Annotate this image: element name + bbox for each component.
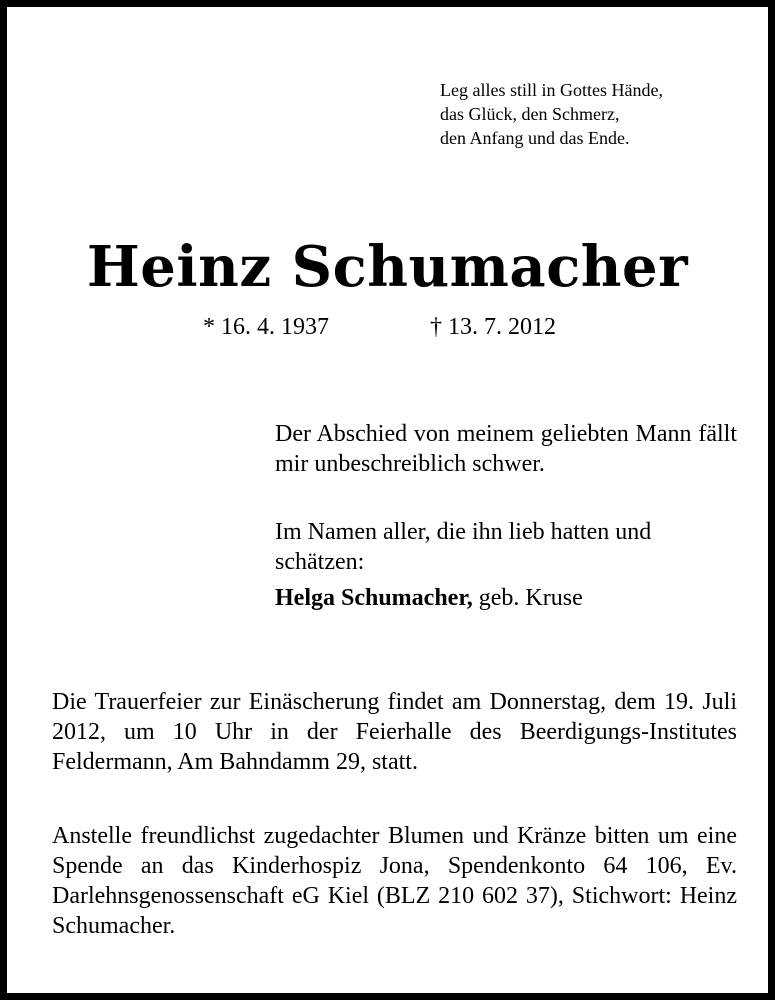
signature-suffix: geb. Kruse: [478, 585, 583, 611]
verse-line: den Anfang und das Ende.: [440, 128, 630, 148]
birth-date: * 16. 4. 1937: [203, 314, 329, 340]
farewell-text: Der Abschied von meinem geliebten Mann fällt mir unbeschreiblich schwer.: [275, 421, 737, 477]
mourners-intro: Im Namen aller, die ihn lieb hatten und schätzen:: [275, 519, 652, 575]
signature-name: Helga Schumacher,: [275, 585, 473, 611]
deceased-name: Heinz Schumacher: [86, 234, 689, 300]
ceremony-text: Die Trauerfeier zur Einäscherung findet am Donnerstag, dem 19. Juli 2012, um 10 Uhr in der Feierhalle des Beerdigungs-Institutes Feldermann, Am Bahndamm 29, statt.: [52, 689, 737, 775]
donation-text: Anstelle freundlichst zugedachter Blumen und Kränze bitten um eine Spende an das Kinderhospiz Jona, Spendenkonto 64 106, Ev. Darlehnsgenossenschaft eG Kiel (BLZ 210 602 37), Stichwort: Heinz Schumacher.: [52, 823, 737, 939]
verse-line: das Glück, den Schmerz,: [440, 104, 620, 124]
verse: [440, 78, 663, 150]
verse-line: Leg alles still in Gottes Hände,: [440, 80, 663, 100]
death-date: † 13. 7. 2012: [430, 314, 556, 340]
signature: [275, 583, 737, 613]
